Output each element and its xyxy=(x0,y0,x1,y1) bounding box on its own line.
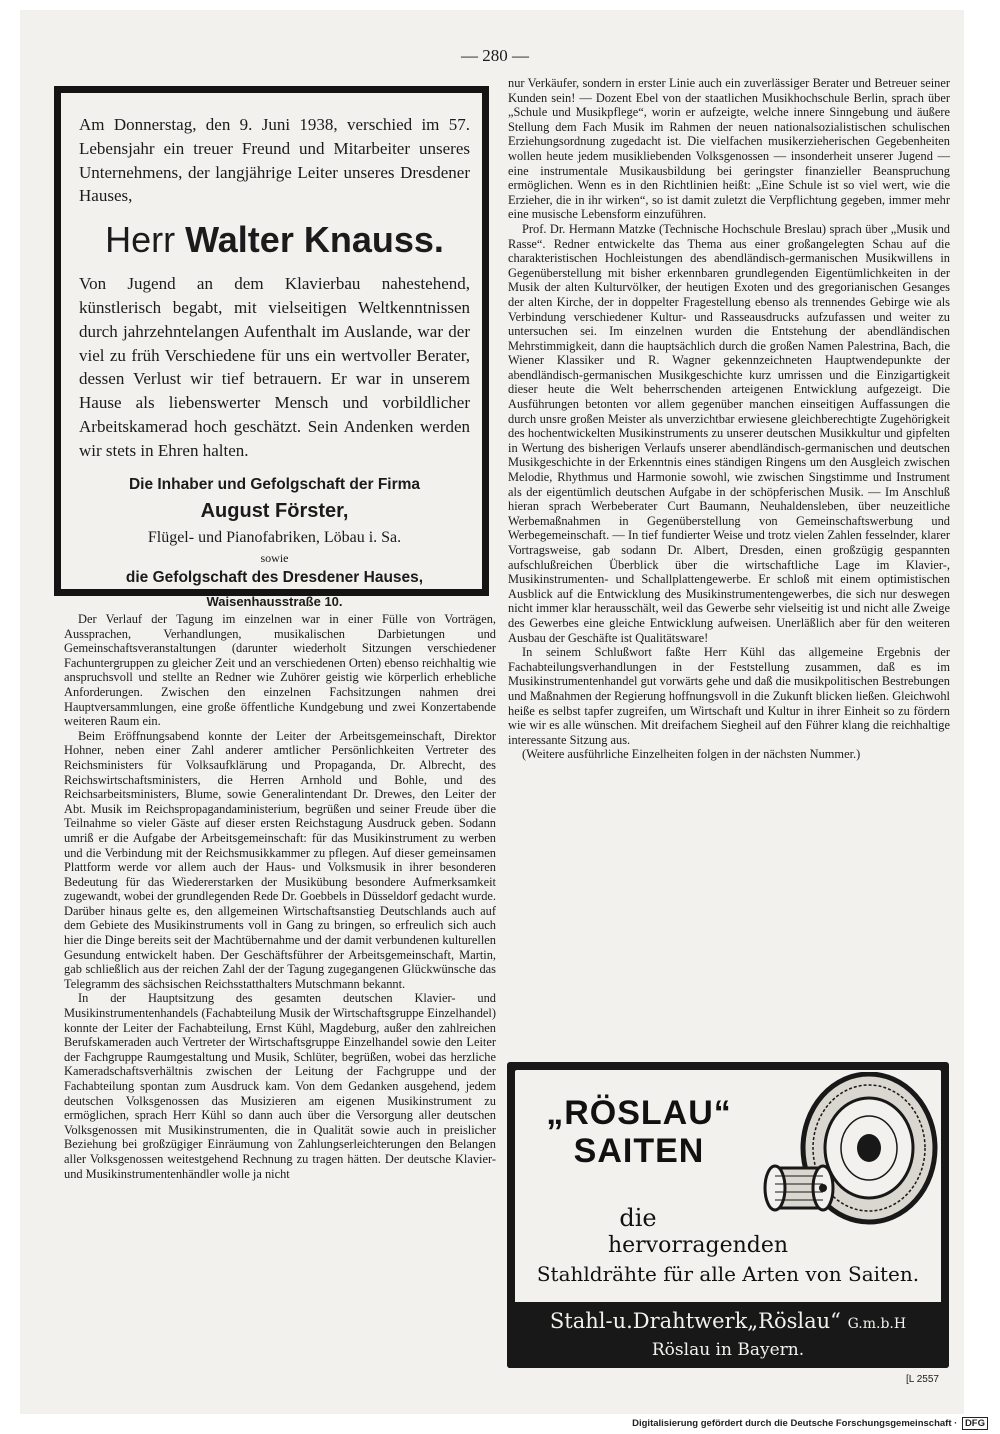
obituary-body: Von Jugend an dem Klavierbau nahestehend, künstlerisch begabt, mit vielseitigen Weltkenntnissen durch jahrzehntelangen Aufenthalt im Auslande, war der viel zu früh Verschiedene für uns ein wertvoller Berater, dessen Verlust wir tief betrauern. Er war in unserem Hause als liebenswerter Mensch und vorbildlicher Arbeitskamerad hoch geschätzt. Sein Andenken werden wir stets in Ehren halten. xyxy=(79,274,470,460)
advertisement-code: [L 2557 xyxy=(906,1374,939,1385)
digitization-credit-text: Digitalisierung gefördert durch die Deutsche Forschungsgemeinschaft · xyxy=(632,1418,958,1429)
obituary-firm: August Förster, xyxy=(200,500,349,523)
advertisement-footer xyxy=(507,1302,949,1368)
obituary-notice xyxy=(54,86,489,609)
advertisement-tagline-main: hervorragenden xyxy=(607,1233,789,1258)
article-paragraph: (Weitere ausführliche Einzelheiten folgen in der nächsten Nummer.) xyxy=(522,747,861,762)
obituary-name xyxy=(79,216,470,264)
obituary-person: Walter Knauss. xyxy=(185,219,444,261)
article-right-column xyxy=(508,76,950,762)
obituary-staff: die Gefolgschaft des Dresdener Hauses, xyxy=(125,569,424,587)
advertisement-tagline xyxy=(515,1204,941,1288)
advertisement-company-name: Stahl-u.Drahtwerk„Röslau“ xyxy=(549,1309,841,1333)
obituary-title: Herr xyxy=(105,219,176,261)
obituary-address: Waisenhausstraße 10. xyxy=(206,593,343,609)
obituary-and: sowie xyxy=(260,551,289,566)
obituary-signatories: Die Inhaber und Gefolgschaft der Firma xyxy=(128,475,421,493)
article-paragraph: Prof. Dr. Hermann Matzke (Technische Hochschule Breslau) sprach über „Musik und Rasse“. Redner entwickelte das Thema aus einer großangelegten Schau auf die charakteristischen Hochleistungen des abendländisch-germanischen Musikwillens in Gegenüberstellung mit bisher erkennbaren grundlegenden Eigentümlichkeiten in der Musik der alten Kulturvölker, der heutigen Exoten und des gregorianischen Gesanges der alten Kirche, der in doppelter Fragestellung ebenso als trennendes Gebirge wie als Verbindung verschiedener Kultur- und Rasseausdrucks aufzufassen und weiter zu untersuchen sei. Im einzelnen wurden die Entstehung der abendländischen Mehrstimmigkeit, dann die hauptsächlich durch die großen Namen Palestrina, Bach, die Wiener Klassiker und R. Wagner gekennzeichneten Hauptwendepunkte der abendländisch-germanischen Musikgeschichte kurz umrissen und die Einzigartigkeit dieser heute die Welt beherrschenden arteigenen Entwicklung aufgezeigt. Die Ausführungen betonten vor allem gegenüber manchen einseitigen Auffassungen die durch unsre großen Meister als unverzichtbar erwiesene gleichberechtigte Zugehörigkeit des hochentwickelten Musikinstruments zu unserer deutschen Musikkultur und gipfelten in Wertung des bisherigen Verlaufs unserer abendländisch-germanischen und deutschen Musikgeschichte in der Erkenntnis eines ständigen Ringens um den Ausgleich zwischen Melodie, Rhythmus und Harmonie sowohl, wie zwischen Singstimme und Instrument als der eigentümlich deutschen Aufgabe in der schöpferischen Musik. — Im Anschluß hieran sprach Werbeberater Curt Baumann, Neuhaldensleben, über neuzeitliche Werbemaßnahmen in Gegenüberstellung von Gemeinschaftswerbung und Werbegemeinschaft. — In tief fundierter Weise und trotz vielen Zahlen fesselnder, klarer Vortragsweise, gab sodann Dr. Albert, Dresden, einen großzügig gespannten aufschlußreichen Überblick über die wirtschaftliche Lage im Klavier-, Musikinstrumenten- und Schallplattengewerbe. Er schloß mit einem optimistischen Ausblick auf die Entwicklung des Musikinstrumentengewerbes, die sich nur deswegen nicht immer klar herausschält, weil das Gewerbe sehr vielseitig ist und nicht alle Zweige des Gewerbes eine gleiche Entwicklung aufweisen. Unerläßlich aber für den weiteren Ausbau der Geschäfte ist Qualitätsware! xyxy=(508,221,950,645)
obituary-factories: Flügel- und Pianofabriken, Löbau i. Sa. xyxy=(147,529,402,547)
digitization-credit xyxy=(632,1418,988,1429)
obituary-intro: Am Donnerstag, den 9. Juni 1938, verschied im 57. Lebensjahr ein treuer Freund und Mitarbeiter unseres Unternehmens, der langjährige Leiter unseres Dresdener Hauses, xyxy=(79,115,470,206)
article-paragraph: In der Hauptsitzung des gesamten deutschen Klavier- und Musikinstrumentenhandels (Fachabteilung Musik der Wirtschaftsgruppe Einzelhandel) konnte der Leiter der Fachabteilung, Ernst Kühl, Magdeburg, außer den zahlreichen Berufskameraden auch Vertreter der Wirtschaftsgruppe Einzelhandel sowie den Leiter der Fachgruppe Raumgestaltung und Musik, Schlüter, begrüßen, wobei das herzliche Kameradschaftsverhältnis zwischen der Leitung der Fachgruppe und der Fachabteilung spontan zum Ausdruck kam. Von dem Gedanken ausgehend, jedem deutschen Volksgenossen das Musizieren am eigenen Musikinstrument zu ermöglichen, sprach Herr Kühl so dann auch über die Versorgung aller deutschen Volksgenossen mit Musikinstrumenten, die in Qualität sowie auch in preislicher Beziehung bei großzügiger Einräumung von Zahlungserleichterungen den Belangen aller Volksgenossen weitestgehend Rechnung zu tragen hätten. Der deutsche Klavier- und Musikinstrumentenhändler wolle ja nicht xyxy=(64,991,496,1181)
obituary-signatures xyxy=(79,473,470,614)
advertisement-headline xyxy=(519,1094,759,1170)
article-paragraph: Beim Eröffnungsabend konnte der Leiter der Arbeitsgemeinschaft, Direktor Hohner, neben einer Zahl anderer amtlicher Persönlichkeiten Vertreter des Reichsministers für Volksaufklärung und Propaganda, Dr. Albrecht, des Reichswirtschaftsministers, die Herren Arnhold und Bohle, und des Reichsarbeitsministers, Blume, sowie Generalintendant Dr. Drewes, den Leiter der Abt. Musik im Reichspropagandaministerium, begrüßen und seiner Freude über die Teilnahme so vieler Gäste auf dieser ersten Reichstagung Ausdruck geben. Sodann umriß er die Aufgabe der Arbeitsgemeinschaft: für das Musikinstrument zu werben und die Verbindung mit der Reichsmusikkammer zu pflegen. Auf dieser gemeinsamen Plattform werde vor allem auch der Haus- und Volksmusik in ihrer besonderen Bedeutung für das Wiedererstarken der Musikübung besondere Aufmerksamkeit zugewandt, wobei der grundlegenden Rede Dr. Goebbels in Düsseldorf gedacht wurde. Darüber hinaus gelte es, den allgemeinen Wirtschaftsanstieg Deutschlands auch auf dem Gebiete des Musikinstruments voll in Gang zu bringen, so erfreulich sich auch hier die Dinge bereits seit der Machtübernahme und der damit verbundenen kulturellen Gesundung entwickelt haben. Der Geschäftsführer der Arbeitsgemeinschaft, Martin, gab schließlich aus der reichen Zahl der der Tagung zugegangenen Glückwünsche das Telegramm des sächsischen Reichsstatthalters Mutschmann bekannt. xyxy=(64,728,496,991)
page-number: — 280 — xyxy=(461,46,529,65)
article-paragraph: nur Verkäufer, sondern in erster Linie auch ein zuverlässiger Berater und Betreuer seiner Kunden sein! — Dozent Ebel von der staatlichen Musikhochschule Berlin, sprach über „Schule und Musikpflege“, worin er aufzeigte, welche innere Sinngebung und äußere Stellung dem Fach Musik im Rahmen der neuen nationalsozialistischen schulischen Erziehungsordnung zugedacht ist. Die vielfachen musikerzieherischen Gegebenheiten wollen heute jedem musikliebenden Volksgenossen — insonderheit unserer Jugend — eine instrumentale Musikausbildung bei geringster finanzieller Beanspruchung ermöglichen. Wenn es in den Richtlinien heißt: „Eine Schule ist so viel wert, wie die Erzieher, die in ihr wirken“, so ist damit zuletzt die Verpflichtung gegeben, immer mehr eine musische Lebensform einzuführen. xyxy=(508,76,950,222)
advertisement-headline-line: SAITEN xyxy=(573,1132,705,1170)
advertisement-tagline-article: die xyxy=(619,1204,657,1232)
article-left-column xyxy=(64,612,496,1181)
article-paragraph: Der Verlauf der Tagung im einzelnen war in einer Fülle von Vorträgen, Aussprachen, Verhandlungen, musikalischen Darbietungen und Gemeinschaftsveranstaltungen (darunter wiederholt Sitzungen verschiedener Fachuntergruppen zu gleicher Zeit und an verschiedenen Orten) ebenso reichhaltig wie anspruchsvoll und stellte an Redner wie Zuhörer geistig wie körperlich erhebliche Anforderungen. Zwischen den einzelnen Fachsitzungen nahmen drei Hauptversammlungen, eine große öffentliche Kundgebung und zwei Konzertabende weiteren Raum ein. xyxy=(64,612,496,729)
advertisement-headline-line: „RÖSLAU“ xyxy=(546,1094,732,1132)
dfg-logo: DFG xyxy=(962,1417,988,1430)
roeslau-advertisement xyxy=(507,1062,949,1368)
advertisement-company-suffix: G.m.b.H xyxy=(847,1316,907,1332)
advertisement-location: Röslau in Bayern. xyxy=(651,1340,805,1360)
article-paragraph: In seinem Schlußwort faßte Herr Kühl das allgemeine Ergebnis der Fachabteilungsverhandlungen in der Feststellung zusammen, daß es im Musikinstrumentenhandel gut vorwärts gehe und daß die musikpolitischen Bestrebungen und Maßnahmen der Regierung hoffnungsvoll in die Zukunft blicken ließen. Gleichwohl heiße es selbst tapfer zugreifen, um Wirtschaft und Kultur in ihrer Einheit so zu fördern wie wir es alle wünschen. Mit dreifachem Siegheil auf den Führer klang die reichhaltige interessante Sitzung aus. xyxy=(508,645,950,747)
advertisement-company xyxy=(507,1306,949,1339)
advertisement-tagline-sub: Stahldrähte für alle Arten von Saiten. xyxy=(536,1262,920,1286)
